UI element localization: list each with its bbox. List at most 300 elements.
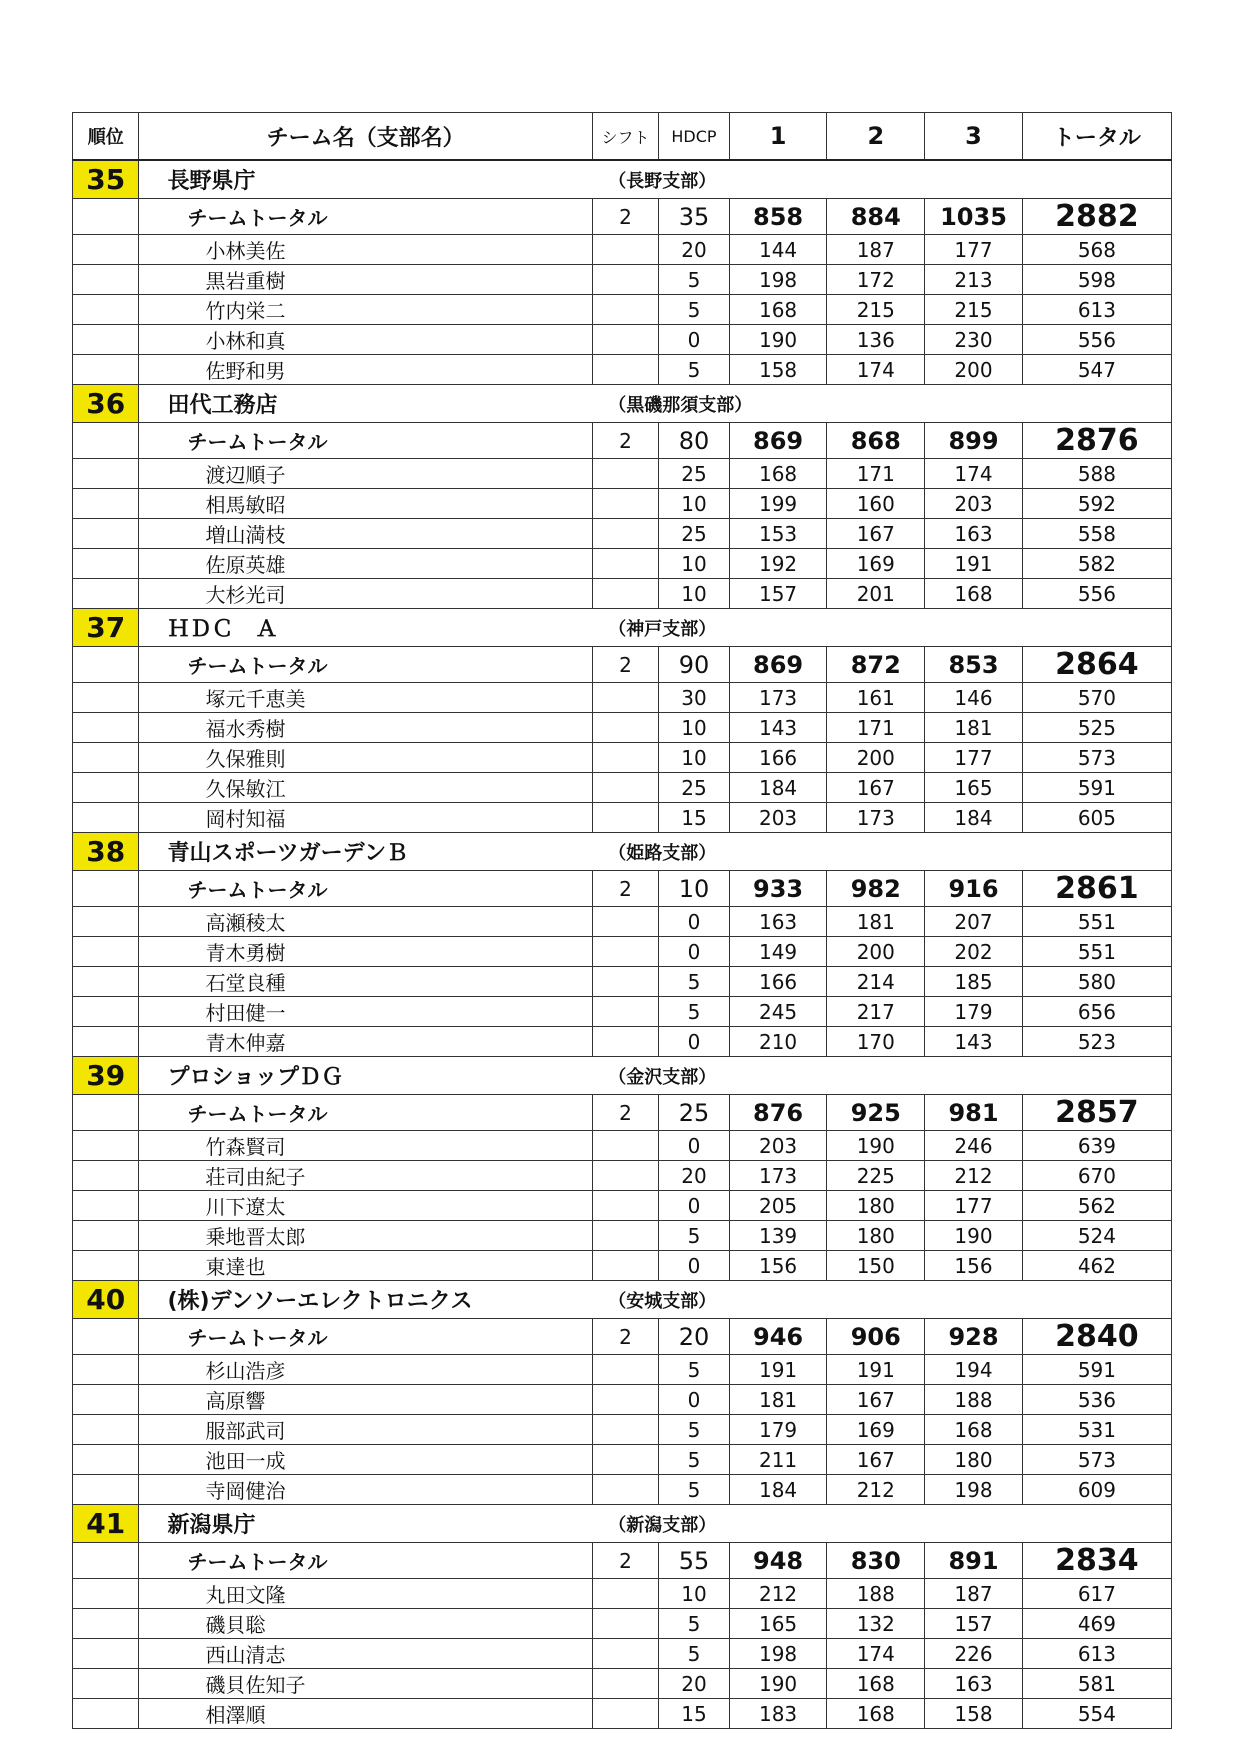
member-row <box>73 1579 1172 1609</box>
rank-spacer <box>73 1131 139 1161</box>
team-header-row <box>73 1281 1172 1319</box>
member-row <box>73 907 1172 937</box>
member-shift <box>592 1609 658 1639</box>
rank-badge: 38 <box>73 833 139 871</box>
member-row <box>73 1385 1172 1415</box>
member-shift <box>592 265 658 295</box>
member-game-1: 184 <box>729 773 827 803</box>
member-total: 613 <box>1022 1639 1171 1669</box>
rank-spacer <box>73 713 139 743</box>
team-grand-total: 2861 <box>1022 871 1171 907</box>
member-row <box>73 937 1172 967</box>
member-total: 639 <box>1022 1131 1171 1161</box>
member-shift <box>592 803 658 833</box>
member-name: 久保敏江 <box>139 773 592 803</box>
member-shift <box>592 1579 658 1609</box>
member-shift <box>592 1355 658 1385</box>
rank-badge: 37 <box>73 609 139 647</box>
member-name: 高原響 <box>139 1385 592 1415</box>
team-game-3: 853 <box>925 647 1023 683</box>
rank-spacer <box>73 459 139 489</box>
rank-spacer <box>73 967 139 997</box>
member-game-1: 198 <box>729 265 827 295</box>
team-name: 田代工務店 <box>139 385 592 423</box>
member-total: 536 <box>1022 1385 1171 1415</box>
member-total: 570 <box>1022 683 1171 713</box>
team-shift: 2 <box>592 1543 658 1579</box>
member-row <box>73 1475 1172 1505</box>
member-row <box>73 1027 1172 1057</box>
member-game-2: 191 <box>827 1355 925 1385</box>
member-shift <box>592 519 658 549</box>
team-game-3: 981 <box>925 1095 1023 1131</box>
team-game-2: 872 <box>827 647 925 683</box>
member-shift <box>592 773 658 803</box>
member-row <box>73 1161 1172 1191</box>
member-row <box>73 1445 1172 1475</box>
member-game-1: 190 <box>729 1669 827 1699</box>
member-row <box>73 773 1172 803</box>
member-shift <box>592 1161 658 1191</box>
team-game-1: 876 <box>729 1095 827 1131</box>
member-hdcp: 0 <box>659 1191 730 1221</box>
member-game-3: 163 <box>925 519 1023 549</box>
member-total: 523 <box>1022 1027 1171 1057</box>
member-name: 川下遼太 <box>139 1191 592 1221</box>
member-game-1: 157 <box>729 579 827 609</box>
member-row <box>73 295 1172 325</box>
member-name: 大杉光司 <box>139 579 592 609</box>
rank-spacer <box>73 489 139 519</box>
member-hdcp: 25 <box>659 773 730 803</box>
member-hdcp: 25 <box>659 459 730 489</box>
member-game-2: 132 <box>827 1609 925 1639</box>
member-name: 福水秀樹 <box>139 713 592 743</box>
header-row <box>73 113 1172 161</box>
member-shift <box>592 1475 658 1505</box>
member-game-3: 165 <box>925 773 1023 803</box>
team-game-3: 899 <box>925 423 1023 459</box>
member-game-2: 225 <box>827 1161 925 1191</box>
member-row <box>73 459 1172 489</box>
member-game-3: 215 <box>925 295 1023 325</box>
member-hdcp: 0 <box>659 937 730 967</box>
member-total: 573 <box>1022 743 1171 773</box>
team-grand-total: 2882 <box>1022 199 1171 235</box>
rank-spacer <box>73 1191 139 1221</box>
team-game-3: 891 <box>925 1543 1023 1579</box>
team-hdcp: 55 <box>659 1543 730 1579</box>
rank-spacer <box>73 1251 139 1281</box>
member-hdcp: 0 <box>659 1131 730 1161</box>
member-row <box>73 549 1172 579</box>
member-name: 渡辺順子 <box>139 459 592 489</box>
member-row <box>73 1191 1172 1221</box>
member-total: 558 <box>1022 519 1171 549</box>
member-shift <box>592 1445 658 1475</box>
rank-spacer <box>73 1699 139 1729</box>
team-total-label: チームトータル <box>139 647 592 683</box>
member-shift <box>592 743 658 773</box>
team-game-2: 925 <box>827 1095 925 1131</box>
member-game-2: 171 <box>827 713 925 743</box>
rank-badge: 35 <box>73 160 139 199</box>
branch-name: （長野支部） <box>592 160 1171 199</box>
member-row <box>73 265 1172 295</box>
team-name: 長野県庁 <box>139 160 592 199</box>
member-game-2: 174 <box>827 355 925 385</box>
member-game-2: 136 <box>827 325 925 355</box>
team-game-2: 830 <box>827 1543 925 1579</box>
member-name: 乗地晋太郎 <box>139 1221 592 1251</box>
member-name: 高瀬稜太 <box>139 907 592 937</box>
member-hdcp: 20 <box>659 235 730 265</box>
member-total: 531 <box>1022 1415 1171 1445</box>
member-name: 竹内栄二 <box>139 295 592 325</box>
member-game-1: 158 <box>729 355 827 385</box>
member-game-3: 226 <box>925 1639 1023 1669</box>
team-header-row <box>73 609 1172 647</box>
member-game-1: 212 <box>729 1579 827 1609</box>
member-name: 黒岩重樹 <box>139 265 592 295</box>
rank-spacer <box>73 907 139 937</box>
team-header-row <box>73 1505 1172 1543</box>
member-game-3: 158 <box>925 1699 1023 1729</box>
member-shift <box>592 1191 658 1221</box>
member-hdcp: 30 <box>659 683 730 713</box>
team-total-label: チームトータル <box>139 199 592 235</box>
member-row <box>73 683 1172 713</box>
member-hdcp: 0 <box>659 325 730 355</box>
member-total: 581 <box>1022 1669 1171 1699</box>
member-name: 丸田文隆 <box>139 1579 592 1609</box>
rank-spacer <box>73 235 139 265</box>
member-shift <box>592 907 658 937</box>
member-shift <box>592 579 658 609</box>
member-game-2: 160 <box>827 489 925 519</box>
member-game-1: 165 <box>729 1609 827 1639</box>
member-shift <box>592 489 658 519</box>
member-total: 551 <box>1022 937 1171 967</box>
member-hdcp: 5 <box>659 1415 730 1445</box>
member-total: 525 <box>1022 713 1171 743</box>
member-hdcp: 10 <box>659 549 730 579</box>
rank-spacer <box>73 683 139 713</box>
member-total: 592 <box>1022 489 1171 519</box>
header-game-3: 3 <box>925 113 1023 161</box>
member-hdcp: 5 <box>659 265 730 295</box>
member-row <box>73 997 1172 1027</box>
member-game-2: 170 <box>827 1027 925 1057</box>
member-shift <box>592 1639 658 1669</box>
rank-spacer <box>73 647 139 683</box>
member-shift <box>592 1669 658 1699</box>
member-game-1: 143 <box>729 713 827 743</box>
member-hdcp: 5 <box>659 1609 730 1639</box>
member-game-2: 188 <box>827 1579 925 1609</box>
member-shift <box>592 1699 658 1729</box>
rank-spacer <box>73 295 139 325</box>
member-total: 609 <box>1022 1475 1171 1505</box>
team-header-row <box>73 833 1172 871</box>
rank-spacer <box>73 1609 139 1639</box>
header-hdcp: HDCP <box>659 113 730 161</box>
member-hdcp: 5 <box>659 1639 730 1669</box>
member-name: 寺岡健治 <box>139 1475 592 1505</box>
team-header-row <box>73 385 1172 423</box>
member-row <box>73 1221 1172 1251</box>
member-game-2: 168 <box>827 1669 925 1699</box>
rank-spacer <box>73 1445 139 1475</box>
member-game-1: 144 <box>729 235 827 265</box>
member-game-1: 139 <box>729 1221 827 1251</box>
team-total-row <box>73 423 1172 459</box>
member-hdcp: 10 <box>659 579 730 609</box>
header-total: トータル <box>1022 113 1171 161</box>
member-total: 670 <box>1022 1161 1171 1191</box>
team-header-row <box>73 1057 1172 1095</box>
member-game-2: 161 <box>827 683 925 713</box>
member-game-1: 181 <box>729 1385 827 1415</box>
member-game-3: 146 <box>925 683 1023 713</box>
team-game-2: 982 <box>827 871 925 907</box>
team-game-1: 933 <box>729 871 827 907</box>
member-row <box>73 1131 1172 1161</box>
header-game-1: 1 <box>729 113 827 161</box>
team-total-label: チームトータル <box>139 1095 592 1131</box>
member-game-3: 177 <box>925 1191 1023 1221</box>
member-game-3: 181 <box>925 713 1023 743</box>
member-total: 591 <box>1022 1355 1171 1385</box>
member-game-2: 187 <box>827 235 925 265</box>
member-row <box>73 1699 1172 1729</box>
member-game-2: 201 <box>827 579 925 609</box>
branch-name: （神戸支部） <box>592 609 1171 647</box>
member-game-3: 177 <box>925 743 1023 773</box>
member-game-3: 187 <box>925 1579 1023 1609</box>
team-name: 青山スポーツガーデンＢ <box>139 833 592 871</box>
member-name: 小林和真 <box>139 325 592 355</box>
member-shift <box>592 713 658 743</box>
member-name: 池田一成 <box>139 1445 592 1475</box>
team-hdcp: 10 <box>659 871 730 907</box>
team-hdcp: 20 <box>659 1319 730 1355</box>
member-hdcp: 5 <box>659 1445 730 1475</box>
member-name: 村田健一 <box>139 997 592 1027</box>
member-hdcp: 20 <box>659 1669 730 1699</box>
member-row <box>73 1669 1172 1699</box>
team-game-2: 868 <box>827 423 925 459</box>
rank-spacer <box>73 1639 139 1669</box>
member-total: 568 <box>1022 235 1171 265</box>
member-hdcp: 0 <box>659 1385 730 1415</box>
member-game-1: 166 <box>729 967 827 997</box>
team-game-3: 1035 <box>925 199 1023 235</box>
rank-badge: 39 <box>73 1057 139 1095</box>
member-game-3: 188 <box>925 1385 1023 1415</box>
member-game-1: 190 <box>729 325 827 355</box>
member-game-2: 180 <box>827 1191 925 1221</box>
member-game-3: 168 <box>925 1415 1023 1445</box>
member-hdcp: 15 <box>659 1699 730 1729</box>
member-game-1: 198 <box>729 1639 827 1669</box>
member-game-3: 163 <box>925 1669 1023 1699</box>
member-row <box>73 325 1172 355</box>
member-game-1: 168 <box>729 459 827 489</box>
member-game-3: 190 <box>925 1221 1023 1251</box>
member-hdcp: 5 <box>659 1221 730 1251</box>
member-game-1: 192 <box>729 549 827 579</box>
member-game-2: 171 <box>827 459 925 489</box>
member-game-3: 179 <box>925 997 1023 1027</box>
rank-spacer <box>73 549 139 579</box>
member-hdcp: 0 <box>659 1251 730 1281</box>
member-total: 582 <box>1022 549 1171 579</box>
member-total: 551 <box>1022 907 1171 937</box>
team-game-2: 906 <box>827 1319 925 1355</box>
member-name: 塚元千恵美 <box>139 683 592 713</box>
member-name: 青木伸嘉 <box>139 1027 592 1057</box>
member-row <box>73 235 1172 265</box>
member-game-1: 191 <box>729 1355 827 1385</box>
team-total-row <box>73 871 1172 907</box>
member-game-2: 169 <box>827 549 925 579</box>
member-game-3: 157 <box>925 1609 1023 1639</box>
member-shift <box>592 355 658 385</box>
rank-spacer <box>73 1095 139 1131</box>
branch-name: （金沢支部） <box>592 1057 1171 1095</box>
rank-badge: 36 <box>73 385 139 423</box>
member-row <box>73 803 1172 833</box>
header-shift: シフト <box>592 113 658 161</box>
member-game-2: 214 <box>827 967 925 997</box>
member-game-3: 174 <box>925 459 1023 489</box>
team-game-1: 869 <box>729 647 827 683</box>
member-name: 佐野和男 <box>139 355 592 385</box>
member-game-3: 177 <box>925 235 1023 265</box>
team-total-row <box>73 1543 1172 1579</box>
rank-spacer <box>73 1579 139 1609</box>
member-game-1: 184 <box>729 1475 827 1505</box>
team-shift: 2 <box>592 647 658 683</box>
member-total: 554 <box>1022 1699 1171 1729</box>
member-game-2: 215 <box>827 295 925 325</box>
member-hdcp: 10 <box>659 713 730 743</box>
rank-badge: 40 <box>73 1281 139 1319</box>
team-hdcp: 35 <box>659 199 730 235</box>
member-name: 岡村知福 <box>139 803 592 833</box>
member-game-1: 210 <box>729 1027 827 1057</box>
team-shift: 2 <box>592 199 658 235</box>
rank-spacer <box>73 1355 139 1385</box>
member-game-2: 200 <box>827 743 925 773</box>
rank-spacer <box>73 423 139 459</box>
member-game-2: 167 <box>827 519 925 549</box>
member-row <box>73 967 1172 997</box>
member-game-1: 205 <box>729 1191 827 1221</box>
member-hdcp: 10 <box>659 743 730 773</box>
member-hdcp: 25 <box>659 519 730 549</box>
member-total: 573 <box>1022 1445 1171 1475</box>
team-shift: 2 <box>592 871 658 907</box>
team-shift: 2 <box>592 1319 658 1355</box>
member-name: 荘司由紀子 <box>139 1161 592 1191</box>
member-game-3: 207 <box>925 907 1023 937</box>
member-game-3: 230 <box>925 325 1023 355</box>
member-game-2: 174 <box>827 1639 925 1669</box>
member-game-3: 200 <box>925 355 1023 385</box>
member-name: 竹森賢司 <box>139 1131 592 1161</box>
member-game-3: 246 <box>925 1131 1023 1161</box>
member-game-2: 167 <box>827 1385 925 1415</box>
member-row <box>73 713 1172 743</box>
member-game-2: 167 <box>827 1445 925 1475</box>
member-hdcp: 0 <box>659 1027 730 1057</box>
team-game-3: 928 <box>925 1319 1023 1355</box>
member-game-1: 149 <box>729 937 827 967</box>
rank-spacer <box>73 1543 139 1579</box>
member-game-2: 168 <box>827 1699 925 1729</box>
member-shift <box>592 325 658 355</box>
member-shift <box>592 1131 658 1161</box>
branch-name: （新潟支部） <box>592 1505 1171 1543</box>
member-hdcp: 15 <box>659 803 730 833</box>
member-total: 556 <box>1022 325 1171 355</box>
member-total: 656 <box>1022 997 1171 1027</box>
member-hdcp: 5 <box>659 295 730 325</box>
member-shift <box>592 1221 658 1251</box>
member-game-3: 203 <box>925 489 1023 519</box>
member-game-1: 179 <box>729 1415 827 1445</box>
member-game-3: 180 <box>925 1445 1023 1475</box>
member-game-1: 245 <box>729 997 827 1027</box>
member-game-2: 190 <box>827 1131 925 1161</box>
member-hdcp: 5 <box>659 1355 730 1385</box>
rank-spacer <box>73 1027 139 1057</box>
member-name: 磯貝佐知子 <box>139 1669 592 1699</box>
rank-spacer <box>73 355 139 385</box>
team-game-2: 884 <box>827 199 925 235</box>
member-total: 580 <box>1022 967 1171 997</box>
member-game-3: 185 <box>925 967 1023 997</box>
member-row <box>73 579 1172 609</box>
team-hdcp: 80 <box>659 423 730 459</box>
team-grand-total: 2876 <box>1022 423 1171 459</box>
member-row <box>73 355 1172 385</box>
rank-spacer <box>73 743 139 773</box>
team-game-1: 858 <box>729 199 827 235</box>
member-shift <box>592 1415 658 1445</box>
member-total: 462 <box>1022 1251 1171 1281</box>
team-game-3: 916 <box>925 871 1023 907</box>
member-name: 青木勇樹 <box>139 937 592 967</box>
rank-spacer <box>73 1161 139 1191</box>
member-shift <box>592 683 658 713</box>
member-game-1: 163 <box>729 907 827 937</box>
member-game-1: 183 <box>729 1699 827 1729</box>
team-shift: 2 <box>592 423 658 459</box>
member-game-1: 173 <box>729 1161 827 1191</box>
member-total: 617 <box>1022 1579 1171 1609</box>
rank-spacer <box>73 325 139 355</box>
team-total-row <box>73 1319 1172 1355</box>
member-game-3: 168 <box>925 579 1023 609</box>
member-row <box>73 1609 1172 1639</box>
member-shift <box>592 1385 658 1415</box>
member-name: 服部武司 <box>139 1415 592 1445</box>
member-name: 東達也 <box>139 1251 592 1281</box>
member-game-3: 198 <box>925 1475 1023 1505</box>
